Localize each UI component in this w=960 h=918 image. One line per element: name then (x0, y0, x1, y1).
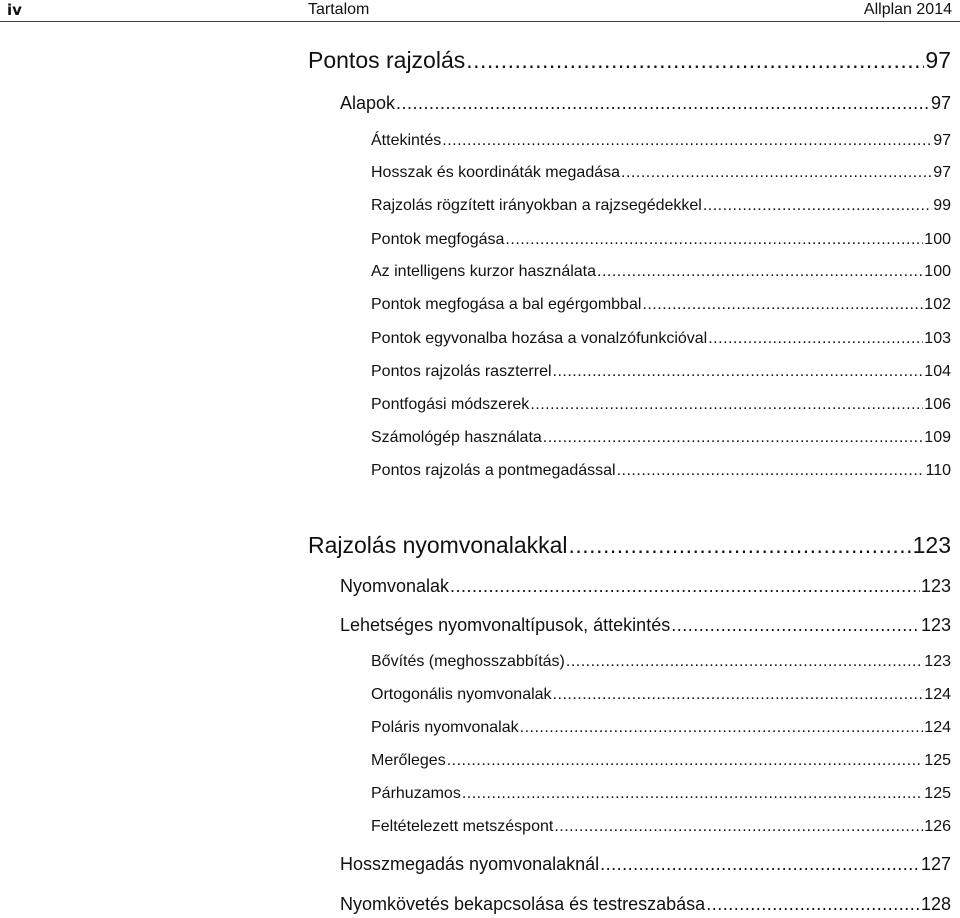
toc-entry[interactable] (371, 395, 951, 415)
toc-entry-page: 100 (924, 231, 951, 248)
toc-entry[interactable] (371, 262, 951, 282)
toc-entry-page: 102 (924, 296, 951, 313)
toc-entry[interactable] (371, 196, 951, 216)
toc-entry[interactable] (340, 853, 951, 875)
toc-entry-title: Merőleges (371, 752, 446, 769)
toc-entry-title: Pontos rajzolás raszterrel (371, 363, 552, 380)
toc-entry-title: Bővítés (meghosszabbítás) (371, 653, 565, 670)
toc-entry-page: 123 (920, 615, 951, 635)
header-section-title: Tartalom (308, 1, 370, 18)
toc-leader-dots (447, 751, 924, 771)
toc-leader-dots (462, 784, 923, 804)
toc-leader-dots (396, 92, 930, 114)
toc-entry-title: Áttekintés (371, 132, 442, 149)
toc-entry[interactable] (371, 461, 951, 481)
toc-entry[interactable] (371, 817, 951, 837)
toc-entry-title: Rajzolás rögzített irányokban a rajzsegédekkel (371, 197, 702, 214)
toc-entry-page: 104 (924, 363, 951, 380)
toc-entry-title: Rajzolás nyomvonalakkal (308, 532, 568, 558)
toc-entry-page: 123 (920, 576, 951, 596)
toc-entry-page: 106 (924, 396, 951, 413)
toc-entry[interactable] (371, 131, 951, 151)
toc-entry[interactable] (371, 230, 951, 250)
toc-entry-title: Hosszmegadás nyomvonalaknál (340, 854, 600, 874)
toc-entry[interactable] (340, 614, 951, 636)
toc-entry-title: Pontos rajzolás a pontmegadással (371, 462, 616, 479)
toc-leader-dots (706, 893, 920, 915)
toc-entry-page: 109 (924, 429, 951, 446)
toc-entry-title: Pontok megfogása (371, 231, 505, 248)
toc-entry[interactable] (371, 163, 951, 183)
toc-entry-page: 123 (924, 653, 951, 670)
toc-leader-dots (554, 817, 923, 837)
toc-leader-dots (569, 531, 912, 559)
toc-entry-page: 97 (933, 164, 951, 181)
toc-entry[interactable] (371, 329, 951, 349)
toc-entry-page: 97 (925, 47, 951, 73)
toc-entry-title: Az intelligens kurzor használata (371, 263, 597, 280)
toc-entry-page: 124 (924, 719, 951, 736)
toc-entry-title: Poláris nyomvonalak (371, 719, 519, 736)
toc-entry[interactable] (308, 46, 951, 74)
toc-leader-dots (553, 685, 924, 705)
toc-entry[interactable] (371, 428, 951, 448)
toc-entry-page: 126 (924, 818, 951, 835)
toc-entry-page: 128 (920, 894, 951, 914)
toc-entry-title: Pontos rajzolás (308, 47, 466, 73)
toc-entry[interactable] (371, 718, 951, 738)
toc-entry-page: 125 (924, 752, 951, 769)
toc-leader-dots (617, 461, 925, 481)
toc-leader-dots (600, 853, 920, 875)
toc-entry-title: Nyomvonalak (340, 576, 450, 596)
toc-entry[interactable] (371, 685, 951, 705)
toc-entry[interactable] (371, 362, 951, 382)
toc-entry-title: Lehetséges nyomvonaltípusok, áttekintés (340, 615, 671, 635)
toc-entry[interactable] (308, 531, 951, 559)
toc-entry-title: Alapok (340, 93, 396, 113)
toc-entry[interactable] (371, 295, 951, 315)
header-page-number: iv (7, 1, 22, 19)
toc-entry-title: Pontok megfogása a bal egérgombbal (371, 296, 642, 313)
toc-entry[interactable] (340, 575, 951, 597)
toc-leader-dots (505, 230, 923, 250)
toc-entry-page: 125 (924, 785, 951, 802)
toc-leader-dots (642, 295, 923, 315)
toc-entry-title: Számológép használata (371, 429, 542, 446)
toc-entry-page: 103 (924, 330, 951, 347)
toc-entry-page: 110 (925, 462, 951, 479)
toc-entry-page: 123 (912, 532, 951, 558)
toc-entry[interactable] (371, 652, 951, 672)
toc-entry[interactable] (371, 784, 951, 804)
toc-leader-dots (671, 614, 920, 636)
toc-leader-dots (543, 428, 924, 448)
toc-entry-page: 127 (920, 854, 951, 874)
toc-entry-page: 97 (933, 132, 951, 149)
toc-entry-page: 124 (924, 686, 951, 703)
toc-entry-page: 99 (933, 197, 951, 214)
toc-leader-dots (520, 718, 924, 738)
toc-leader-dots (708, 329, 923, 349)
toc-leader-dots (466, 46, 924, 74)
toc-entry-page: 100 (924, 263, 951, 280)
toc-entry-title: Pontok egyvonalba hozása a vonalzófunkcióval (371, 330, 708, 347)
toc-leader-dots (530, 395, 923, 415)
toc-entry[interactable] (371, 751, 951, 771)
toc-entry-title: Ortogonális nyomvonalak (371, 686, 552, 703)
toc-leader-dots (442, 131, 932, 151)
header-product-name: Allplan 2014 (863, 1, 952, 18)
toc-entry-title: Párhuzamos (371, 785, 461, 802)
toc-entry-title: Hosszak és koordináták megadása (371, 164, 621, 181)
toc-entry-page: 97 (930, 93, 951, 113)
toc-leader-dots (553, 362, 924, 382)
toc-entry-title: Pontfogási módszerek (371, 396, 530, 413)
toc-leader-dots (703, 196, 932, 216)
toc-entry-title: Feltételezett metszéspont (371, 818, 554, 835)
toc-leader-dots (566, 652, 923, 672)
toc-entry[interactable] (340, 92, 951, 114)
toc-entry[interactable] (340, 893, 951, 915)
toc-leader-dots (450, 575, 920, 597)
toc-entry-title: Nyomkövetés bekapcsolása és testreszabása (340, 894, 706, 914)
toc-leader-dots (621, 163, 932, 183)
toc-leader-dots (597, 262, 923, 282)
